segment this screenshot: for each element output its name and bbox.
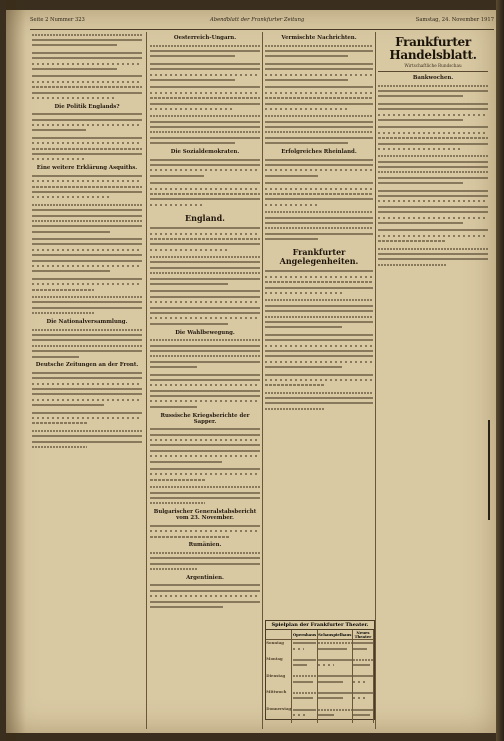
article-paragraph [32, 327, 142, 359]
article-paragraph [378, 125, 488, 152]
article-paragraph [150, 61, 260, 83]
article-heading: Eine weitere Erklärung Asquiths. [36, 165, 138, 172]
theater-row [266, 690, 374, 707]
article-paragraph [150, 181, 260, 208]
header-rule [30, 29, 494, 30]
article-paragraph [353, 657, 373, 668]
article-paragraph [265, 298, 373, 330]
theater-column-header: Neues Theater [352, 630, 373, 640]
article-paragraph [378, 83, 488, 99]
article-heading: Die Politik Englands? [54, 103, 120, 110]
article-paragraph [150, 226, 260, 253]
article-paragraph [293, 690, 317, 701]
article-paragraph [293, 674, 317, 685]
theater-row [266, 674, 374, 691]
article-paragraph [378, 188, 488, 226]
article-heading: Argentinien. [186, 574, 224, 581]
article-paragraph [32, 135, 142, 162]
article-paragraph [378, 154, 488, 186]
article-paragraph [265, 157, 373, 179]
article-paragraph [265, 85, 373, 112]
article-paragraph [150, 157, 260, 179]
article-heading: Erfolgreiches Rheinland. [281, 149, 357, 156]
theater-cell [292, 690, 317, 707]
article-paragraph [353, 674, 373, 685]
theater-row [266, 640, 374, 657]
article-paragraph [32, 276, 142, 292]
article-paragraph [150, 550, 260, 572]
article-paragraph [32, 74, 142, 101]
article-paragraph [353, 707, 373, 718]
section-subtitle: Wirtschaftliche Rundschau [404, 63, 462, 68]
article-paragraph [265, 372, 373, 388]
theater-row [266, 657, 374, 674]
theater-day: Dienstag [266, 674, 292, 691]
article-paragraph [265, 332, 373, 370]
article-paragraph [265, 390, 373, 412]
theater-column-header: Opernhaus [292, 630, 317, 640]
theater-cell [317, 674, 352, 691]
article-heading: Die Sozialdemokraten. [170, 149, 240, 156]
column-rule [262, 32, 263, 729]
section-masthead: Frankfurter Handelsblatt. [389, 35, 477, 62]
article-paragraph [353, 641, 373, 652]
article-paragraph [32, 173, 142, 200]
theater-day: Donnerstag [266, 707, 292, 724]
article-paragraph [32, 50, 142, 72]
article-paragraph [265, 181, 373, 208]
article-paragraph [265, 43, 373, 59]
article-paragraph [32, 428, 142, 450]
article-paragraph [32, 370, 142, 408]
article-heading: Deutsche Zeitungen an der Front. [35, 362, 139, 369]
theater-day: Montag [266, 657, 292, 674]
theater-cell [352, 690, 373, 707]
theater-title: Spielplan der Frankfurter Theater. [266, 621, 374, 630]
theater-cell [317, 707, 352, 724]
column-1 [32, 32, 142, 729]
column-rule [375, 32, 376, 729]
article-paragraph [150, 255, 260, 287]
article-paragraph [150, 114, 260, 146]
theater-cell [317, 690, 352, 707]
theater-cell [292, 640, 317, 657]
article-paragraph [32, 202, 142, 234]
theater-cell [352, 707, 373, 724]
theater-cell [292, 707, 317, 724]
article-paragraph [265, 210, 373, 242]
column-rule [146, 32, 147, 729]
article-paragraph [265, 114, 373, 146]
theater-day: Mittwoch [266, 690, 292, 707]
theater-cell [292, 674, 317, 691]
header-date: Samstag, 24. November 1917 [415, 17, 494, 23]
article-heading: Russische Kriegsberichte der Sapper. [160, 412, 250, 425]
header-page-number: Seite 2 Nummer 323 [30, 17, 85, 23]
theater-row [266, 707, 374, 724]
article-heading: Bankwochen. [412, 75, 454, 81]
article-paragraph [32, 112, 142, 134]
article-paragraph [150, 43, 260, 59]
article-paragraph [378, 101, 488, 123]
theater-column-header: Schauspielhaus [317, 630, 352, 640]
theater-cell [352, 657, 373, 674]
column-2 [150, 32, 260, 729]
article-heading: Oesterreich-Ungarn. [173, 35, 237, 41]
article-heading: Vermischte Nachrichten. [281, 35, 357, 41]
section-rule [378, 71, 488, 72]
theater-grid [266, 630, 374, 723]
column-3 [265, 32, 373, 615]
article-paragraph [293, 657, 317, 668]
article-paragraph [265, 61, 373, 83]
page-header [30, 17, 494, 27]
article-paragraph [318, 707, 352, 718]
theater-cell [352, 640, 373, 657]
article-paragraph [150, 338, 260, 370]
article-heading: Rumänien. [188, 542, 222, 549]
article-heading: Bulgarischer Generalstabsbericht vom 23. November. [153, 509, 257, 522]
article-paragraph [378, 246, 488, 268]
article-heading: England. [185, 212, 225, 223]
theater-cell [317, 640, 352, 657]
article-paragraph [150, 523, 260, 539]
article-paragraph [150, 372, 260, 410]
article-heading: Frankfurter Angelegenheiten. [279, 246, 359, 266]
article-paragraph [32, 294, 142, 316]
article-paragraph [318, 641, 352, 652]
article-paragraph [378, 228, 488, 244]
article-paragraph [150, 466, 260, 482]
article-paragraph [150, 485, 260, 507]
article-paragraph [150, 85, 260, 112]
article-heading: Die Wahlbewegung. [175, 329, 235, 336]
theater-day: Sonntag [266, 640, 292, 657]
theater-schedule-table [265, 620, 375, 720]
article-paragraph [318, 657, 352, 668]
article-paragraph [32, 32, 142, 48]
article-heading: Die Nationalversammlung. [46, 318, 128, 325]
theater-column-header [266, 630, 292, 640]
article-paragraph [150, 583, 260, 610]
header-masthead: Abendblatt der Frankfurter Zeitung [210, 17, 305, 23]
article-paragraph [150, 427, 260, 465]
adjacent-page-edge [496, 0, 504, 741]
article-paragraph [318, 690, 352, 701]
article-paragraph [318, 674, 352, 685]
article-paragraph [32, 410, 142, 426]
article-paragraph [150, 289, 260, 327]
article-paragraph [293, 641, 317, 652]
article-paragraph [293, 707, 317, 718]
article-paragraph [32, 237, 142, 275]
article-paragraph [353, 690, 373, 701]
theater-cell [352, 674, 373, 691]
article-paragraph [265, 269, 373, 296]
theater-cell [317, 657, 352, 674]
theater-cell [292, 657, 317, 674]
column-4 [378, 32, 488, 729]
binding-edge [488, 420, 490, 520]
